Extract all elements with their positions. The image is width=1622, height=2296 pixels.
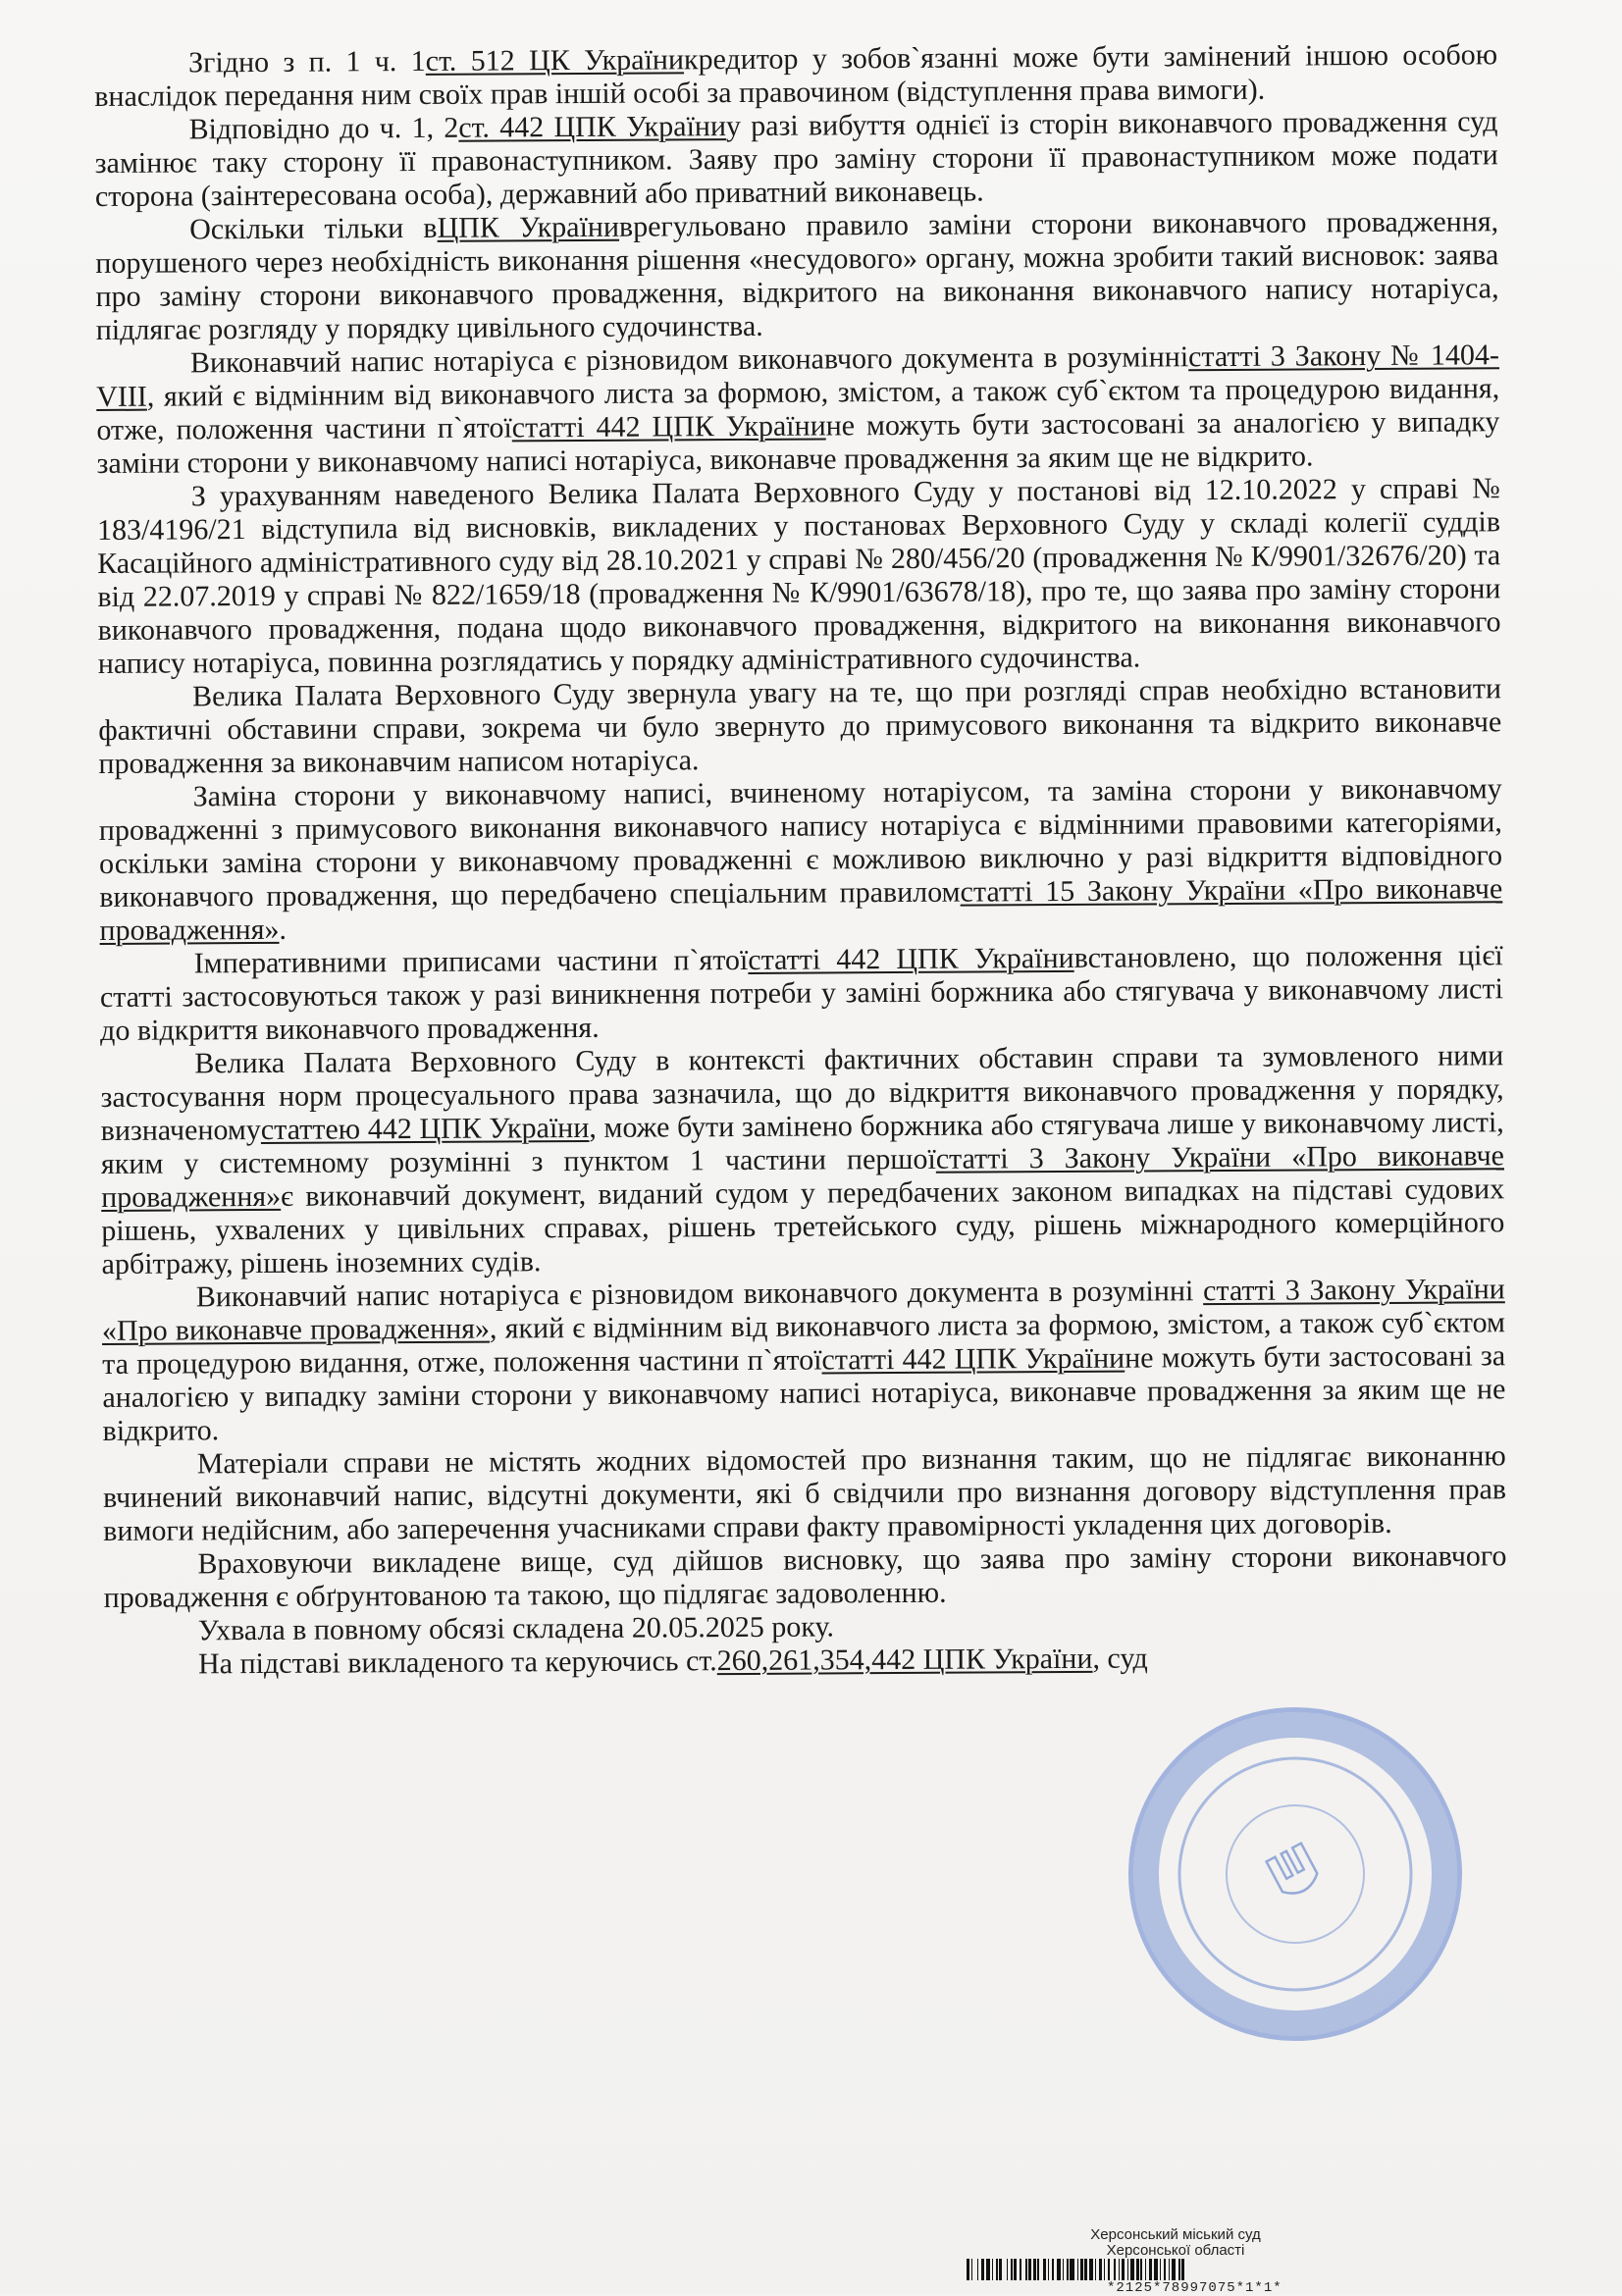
court-region: Херсонської області (1106, 2242, 1245, 2259)
paragraph-text: . (279, 913, 288, 946)
paragraph-text: Оскільки тільки в (189, 211, 438, 246)
court-name: Херсонський міський суд (1090, 2226, 1261, 2243)
statute-link[interactable]: статтею 442 ЦПК України (260, 1111, 590, 1146)
paragraph (100, 939, 1504, 1048)
document-body (94, 38, 1507, 1682)
trident-icon (1260, 1837, 1331, 1911)
paragraph-text: встановлено, що положення цієї статті застосовуються також у разі виникнення потреби у заміні боржника або стягувача у виконавчому листі до відкриття виконавчого провадження. (99, 939, 1503, 1047)
statute-link[interactable]: статті 3 Закону № 1404-VIII (96, 339, 1500, 413)
paragraph-text: кредитор у зобов`язанні може бути замінений іншою особою внаслідок передання ним своїх прав іншій особі за правочином (відступлення права вимоги). (94, 38, 1498, 113)
paragraph (94, 105, 1498, 214)
paragraph (98, 672, 1502, 781)
paragraph-text: З урахуванням наведеного Велика Палата Верховного Суду у постанові від 12.10.2022 у справі № 183/4196/21 відступила від висновків, викладених у постановах Верховного Суду у складі колегії суддів Касаційного адміністративного суду від 28.10.2021 у справі № 280/456/20 (провадження № К/9901/32676/20) та від 22.07.2019 у справі № 822/1659/18 (провадження № К/9901/63678/18), про те, що заява про заміну сторони виконавчого провадження, подана щодо виконавчого провадження, відкритого на виконання виконавчого напису нотаріуса, повинна розглядатись у порядку адміністративного судочинства. (96, 472, 1501, 680)
statute-link[interactable]: ЦПК України (437, 210, 620, 244)
paragraph (102, 1273, 1506, 1448)
barcode-bar (1184, 2259, 1186, 2280)
paragraph-text: Виконавчий напис нотаріуса є різновидом виконавчого документа в розумінні (195, 1275, 1204, 1314)
paragraph-text: , суд (1092, 1642, 1148, 1675)
statute-link[interactable]: ст. 442 ЦПК України (458, 110, 727, 144)
paragraph (94, 38, 1497, 114)
barcode-number: *2125*78997075*1*1* (1107, 2280, 1282, 2296)
statute-link[interactable]: статті 3 Закону України «Про виконавче провадження» (101, 1273, 1505, 1347)
paragraph (97, 472, 1501, 681)
paragraph-text: врегульовано правило заміни сторони виконавчого провадження, порушеного через необхідність виконання рішення «несудового» органу, можна зробити такий висновок: заява про заміну сторони виконавчого провадження, відкритого на виконання виконавчого напису нотаріуса, підлягає розгляду у порядку цивільного судочинства. (95, 205, 1499, 346)
paragraph-text: , який є відмінним від виконавчого листа за формою, змістом, а також суб`єктом та процедурою видання, отже, положення частини п`ятої (102, 1306, 1506, 1381)
paragraph-text: , може бути замінено боржника або стягувача лише у виконавчому листі, яким у системному розумінні з пунктом 1 частини першої (100, 1106, 1504, 1180)
court-footer (1077, 2227, 1274, 2259)
paragraph (103, 1439, 1507, 1548)
statute-link[interactable]: статті 442 ЦПК України (511, 409, 826, 444)
paragraph-text: Враховуючи викладене вище, суд дійшов висновку, що заява про заміну сторони виконавчого провадження є обґрунтованою та такою, що підлягає задоволенню. (103, 1539, 1507, 1614)
paragraph-text: Згідно з п. 1 ч. 1 (187, 44, 426, 79)
paragraph-text: Заміна сторони у виконавчому написі, вчиненому нотаріусом, та заміна сторони у виконавчому провадженні з примусового виконання виконавчого напису нотаріуса є відмінними правовими категоріями, оскільки заміна сторони у виконавчому провадженні є можливою виключно у разі відкриття відповідного виконавчого провадження, що передбачено спеціальним правилом (98, 772, 1503, 913)
paragraph-text: На підставі викладеного та керуючись ст. (197, 1644, 717, 1681)
paragraph-text: Матеріали справи не містять жодних відомостей про визнання таким, що не підлягає виконанню вчинений виконавчий напис, відсутні документи, які б свідчили про визнання договору відступлення прав вимоги недійсним, або заперечення учасниками справи факту правомірності укладення цих договорів. (102, 1439, 1507, 1547)
paragraph-text: , який є відмінним від виконавчого листа за формою, змістом, а також суб`єктом та процедурою видання, отже, положення частини п`ятої (96, 372, 1500, 446)
statute-link[interactable]: 260,261,354,442 ЦПК України (716, 1642, 1093, 1678)
statute-link[interactable]: статті 3 Закону України «Про виконавче провадження» (101, 1139, 1505, 1214)
statute-link[interactable]: статті 442 ЦПК України (821, 1341, 1125, 1377)
paragraph-text: Велика Палата Верховного Суду звернула увагу на те, що при розгляді справ необхідно встановити фактичні обставини справи, зокрема чи було звернуто до примусового виконання та відкрито виконавче провадження за виконавчим написом нотаріуса. (98, 672, 1502, 780)
stamp-ring (1076, 1655, 1514, 2093)
paragraph-text: не можуть бути застосовані за аналогією у випадку заміни сторони у виконавчому написі нотаріуса, виконавче провадження за яким ще не відкрито. (96, 405, 1500, 480)
paragraph (103, 1539, 1506, 1615)
paragraph (95, 205, 1499, 347)
statute-link[interactable]: ст. 512 ЦК України (425, 43, 685, 78)
official-stamp (1070, 1648, 1521, 2100)
paragraph (99, 772, 1503, 948)
statute-link[interactable]: статті 442 ЦПК України (748, 941, 1074, 976)
statute-link[interactable]: статті 15 Закону України «Про виконавче провадження» (99, 872, 1503, 947)
paragraph-text: є виконавчий документ, виданий судом у передбачених законом випадках на підставі судових рішень, ухвалених у цивільних справах, рішень третейського суду, рішень міжнародного комерційного арбітражу, рішень іноземних судів. (101, 1173, 1505, 1280)
paragraph-text: Велика Палата Верховного Суду в контексті фактичних обставин справи та зумовленого ними застосування норм процесуального права зазначила, що до відкриття виконавчого провадження у порядку, визначеному (100, 1039, 1504, 1147)
paragraph-text: Виконавчий напис нотаріуса є різновидом виконавчого документа в розумінні (189, 340, 1189, 380)
paragraph-text: у разі вибуття однієї із сторін виконавчого провадження суд замінює таку сторону її правонаступником. Заяву про заміну сторони її правонаступником може подати сторона (заінтересована особа), державний або приватний виконавець. (94, 105, 1498, 213)
paragraph-text: Відповідно до ч. 1, 2 (188, 111, 459, 146)
paragraph-text: Імперативними приписами частини п`ятої (193, 943, 749, 980)
barcode (967, 2259, 1369, 2280)
paragraph-text: Ухвала в повному обсязі складена 20.05.2025 року. (197, 1610, 835, 1647)
paragraph (100, 1039, 1504, 1281)
paragraph (96, 339, 1500, 481)
paragraph-text: не можуть бути застосовані за аналогією у випадку заміни сторони у виконавчому написі нотаріуса, виконавче провадження за яким ще не відкрито. (102, 1339, 1506, 1447)
